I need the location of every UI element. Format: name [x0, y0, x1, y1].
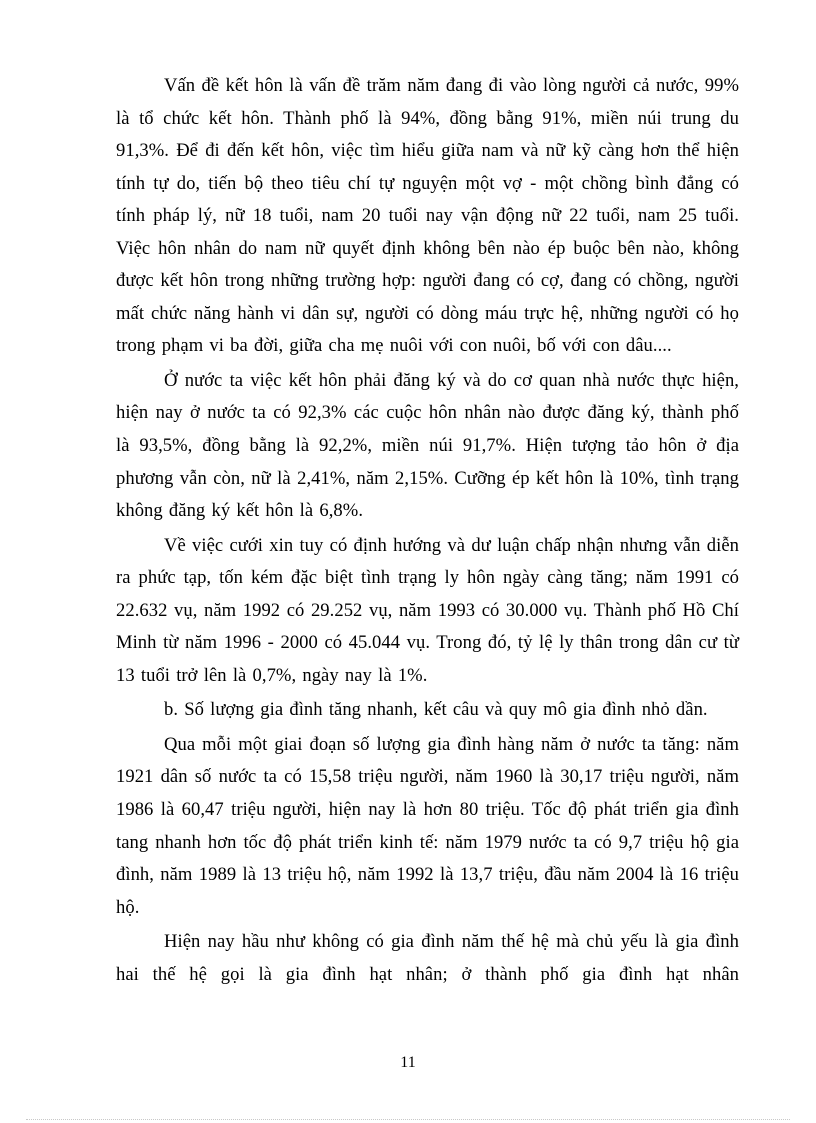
- body-text: [116, 70, 739, 993]
- paragraph-marriage-registration: Ở nước ta việc kết hôn phải đăng ký và do cơ quan nhà nước thực hiện, hiện nay ở nước ta có 92,3% các cuộc hôn nhân nào được đăng ký, thành phố là 93,5%, đồng bằng là 92,2%, miền núi 91,7%. Hiện tượng tảo hôn ở địa phương vẫn còn, nữ là 2,41%, năm 2,15%. Cưỡng ép kết hôn là 10%, tình trạng không đăng ký kết hôn là 6,8%.: [116, 369, 739, 522]
- page-bottom-divider: [26, 1119, 790, 1120]
- paragraph-marriage-statistics: Vấn đề kết hôn là vấn đề trăm năm đang đi vào lòng người cả nước, 99% là tổ chức kết hôn. Thành phố là 94%, đồng bằng 91%, miền núi trung du 91,3%. Để đi đến kết hôn, việc tìm hiểu giữa nam và nữ kỹ càng hơn thể hiện tính tự do, tiến bộ theo tiêu chí tự nguyện một vợ - một chồng bình đẳng có tính pháp lý, nữ 18 tuổi, nam 20 tuổi nay vận động nữ 22 tuổi, nam 25 tuổi. Việc hôn nhân do nam nữ quyết định không bên nào ép buộc bên nào, không được kết hôn trong những trường hợp: người đang có cợ, đang có chồng, người mất chức năng hành vi dân sự, người có dòng máu trực hệ, những người có họ trong phạm vi ba đời, giữa cha mẹ nuôi với con nuôi, bố với con dâu....: [116, 75, 739, 357]
- section-heading-b: b. Số lượng gia đình tăng nhanh, kết câu và quy mô gia đình nhỏ dần.: [164, 699, 708, 721]
- paragraph-divorce-statistics: Về việc cưới xin tuy có định hướng và dư luận chấp nhận nhưng vẫn diễn ra phức tạp, tốn kém đặc biệt tình trạng ly hôn ngày càng tăng; năm 1991 có 22.632 vụ, năm 1992 có 29.252 vụ, năm 1993 có 30.000 vụ. Thành phố Hồ Chí Minh từ năm 1996 - 2000 có 45.044 vụ. Trong đó, tỷ lệ ly thân trong dân cư từ 13 tuổi trở lên là 0,7%, ngày nay là 1%.: [116, 534, 739, 686]
- paragraph-household-growth: Qua mỗi một giai đoạn số lượng gia đình hàng năm ở nước ta tăng: năm 1921 dân số nước ta có 15,58 triệu người, năm 1960 là 30,17 triệu người, năm 1986 là 60,47 triệu người, hiện nay là hơn 80 triệu. Tốc độ phát triển gia đình tang nhanh hơn tốc độ phát triển kinh tế: năm 1979 nước ta có 9,7 triệu hộ gia đình, năm 1989 là 13 triệu hộ, năm 1992 là 13,7 triệu, đầu năm 2004 là 16 triệu hộ.: [116, 733, 739, 918]
- paragraph-nuclear-family: Hiện nay hầu như không có gia đình năm thế hệ mà chủ yếu là gia đình hai thế hệ gọi là gia đình hạt nhân; ở thành phố gia đình hạt nhân: [116, 931, 739, 985]
- page-number: 11: [400, 1054, 416, 1071]
